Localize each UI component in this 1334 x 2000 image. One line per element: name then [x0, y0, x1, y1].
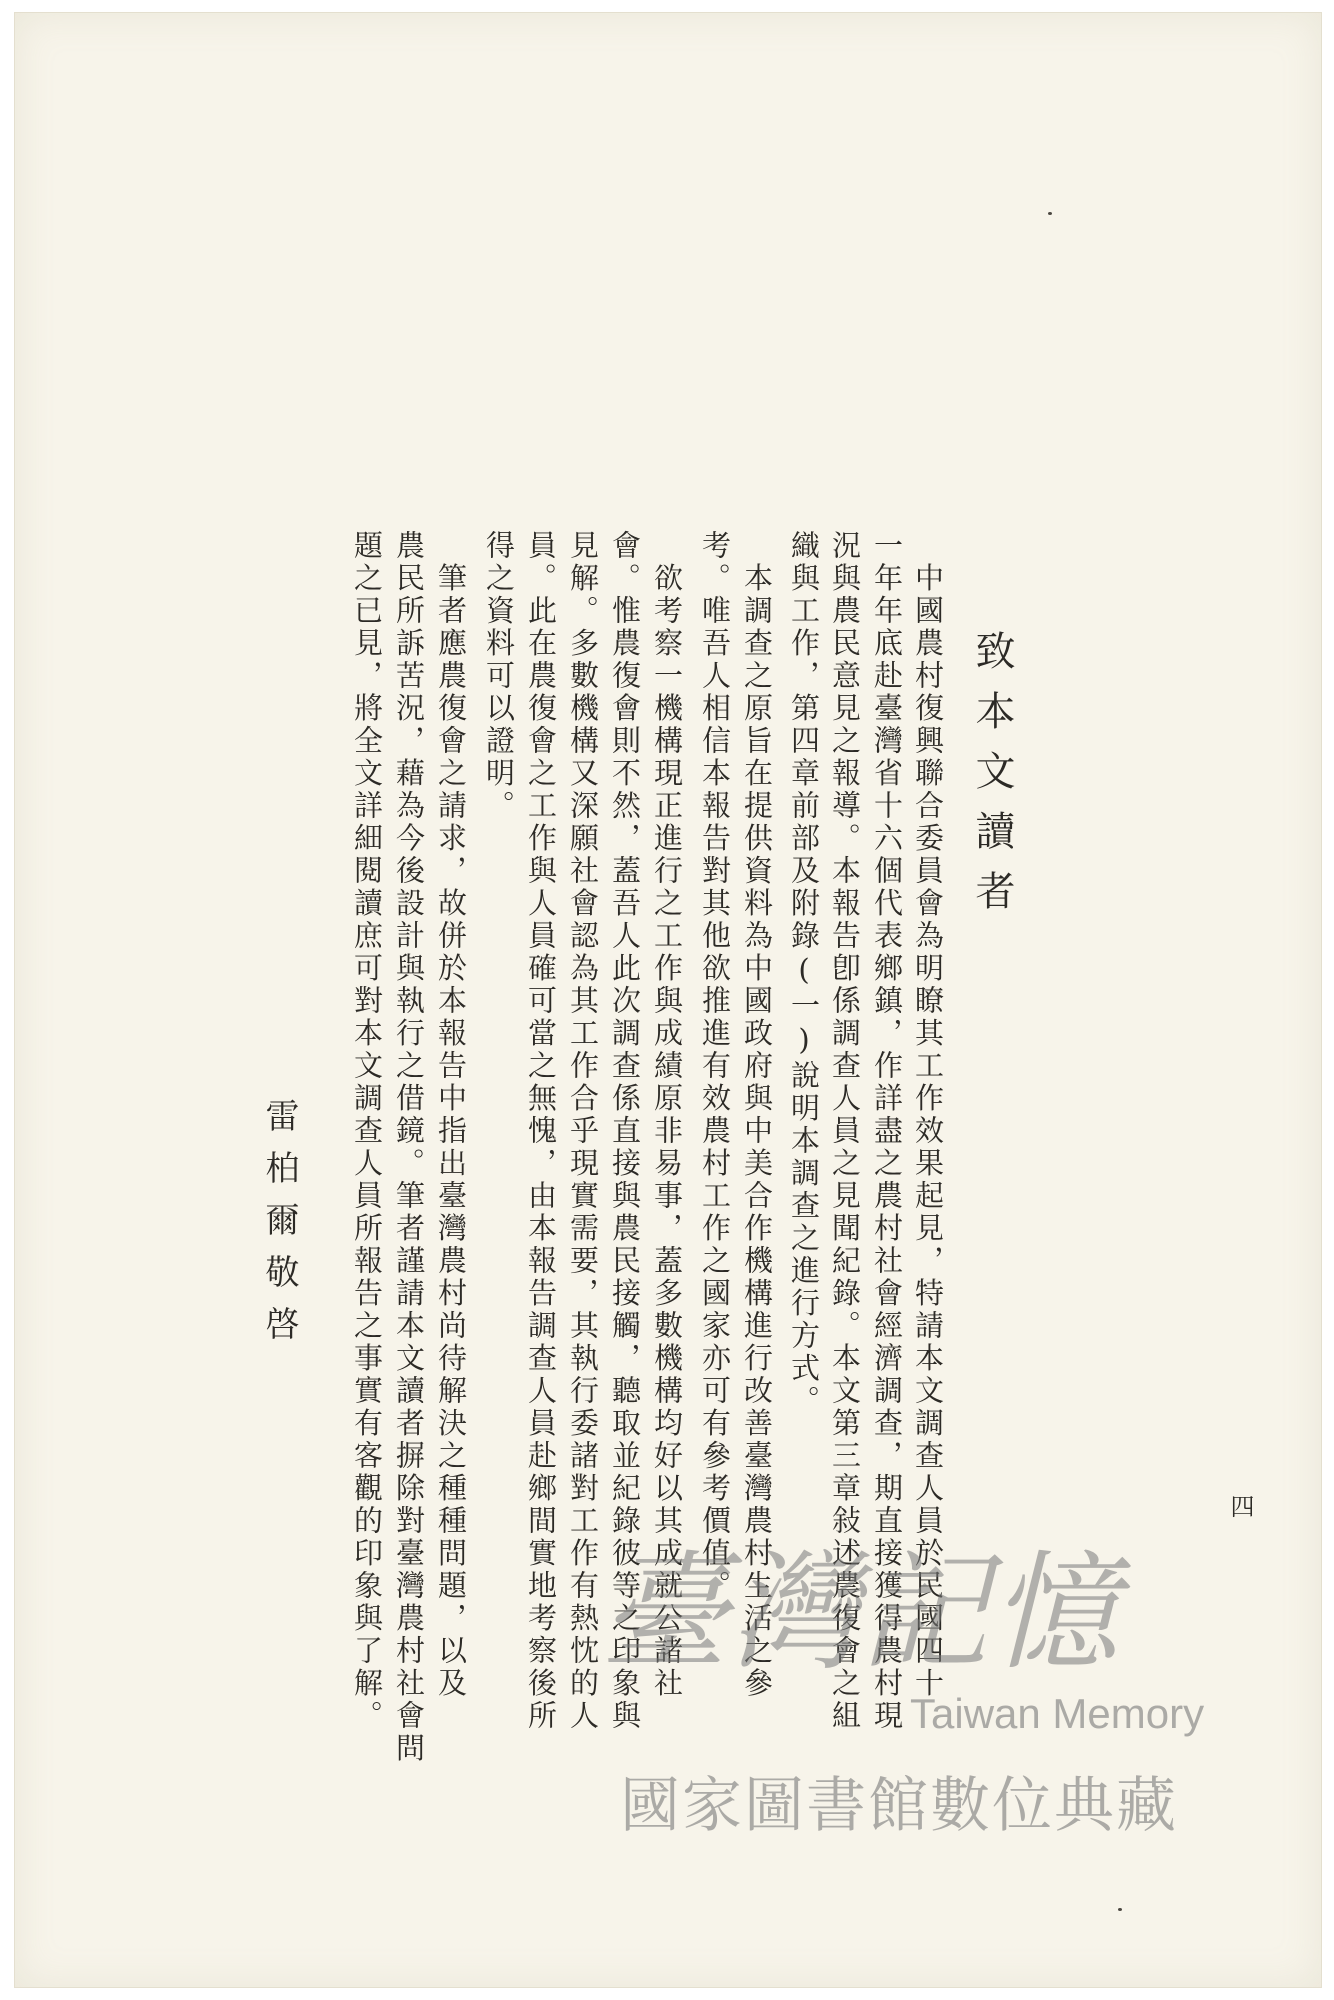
- signature: 雷柏爾敬啓: [259, 1098, 299, 1358]
- text-line: 中國農村復興聯合委員會為明瞭其工作效果起見，特請本文調查人員於民國四十: [911, 530, 945, 1700]
- text-line: 農民所訴苦況，藉為今後設計與執行之借鏡。筆者謹請本文讀者摒除對臺灣農村社會問: [392, 530, 426, 1765]
- text-line: 員。此在農復會之工作與人員確可當之無愧，由本報告調查人員赴鄉間實地考察後所: [524, 530, 558, 1733]
- watermark-chinese: 國家圖書館數位典藏: [620, 1771, 1178, 1841]
- text-line: 一年年底赴臺灣省十六個代表鄉鎮，作詳盡之農村社會經濟調查，期直接獲得農村現: [870, 530, 904, 1733]
- text-line: 會。惟農復會則不然，蓋吾人此次調查係直接與農民接觸，聽取並紀錄彼等之印象與: [608, 530, 642, 1733]
- paper-speck: [1118, 1908, 1122, 1911]
- text-line: 本調查之原旨在提供資料為中國政府與中美合作機構進行改善臺灣農村生活之參: [740, 530, 774, 1700]
- text-line: 織與工作，第四章前部及附錄(一)說明本調查之進行方式。: [787, 530, 821, 1418]
- watermark-logo: 臺灣記憶: [600, 1539, 1121, 1688]
- text-line: 筆者應農復會之請求，故併於本報告中指出臺灣農村尚待解決之種種問題，以及: [434, 530, 468, 1700]
- text-line: 況與農民意見之報導。本報告卽係調查人員之見聞紀錄。本文第三章敍述農復會之組: [828, 530, 862, 1733]
- text-line: 考。唯吾人相信本報告對其他欲推進有效農村工作之國家亦可有參考價值。: [698, 530, 732, 1603]
- paper-speck: [1048, 212, 1052, 215]
- text-line: 見解。多數機構又深願社會認為其工作合乎現實需要，其執行委諸對工作有熱忱的人: [566, 530, 600, 1733]
- page-number: 四: [1226, 1494, 1254, 1518]
- page-title: 致本文讀者: [969, 630, 1015, 930]
- watermark-english: Taiwan Memory: [910, 1690, 1205, 1737]
- text-line: 題之已見，將全文詳細閱讀庶可對本文調查人員所報告之事實有客觀的印象與了解。: [350, 530, 384, 1733]
- text-line: 欲考察一機構現正進行之工作與成績原非易事，蓋多數機構均好以其成就公諸社: [650, 530, 684, 1700]
- text-line: 得之資料可以證明。: [482, 530, 516, 823]
